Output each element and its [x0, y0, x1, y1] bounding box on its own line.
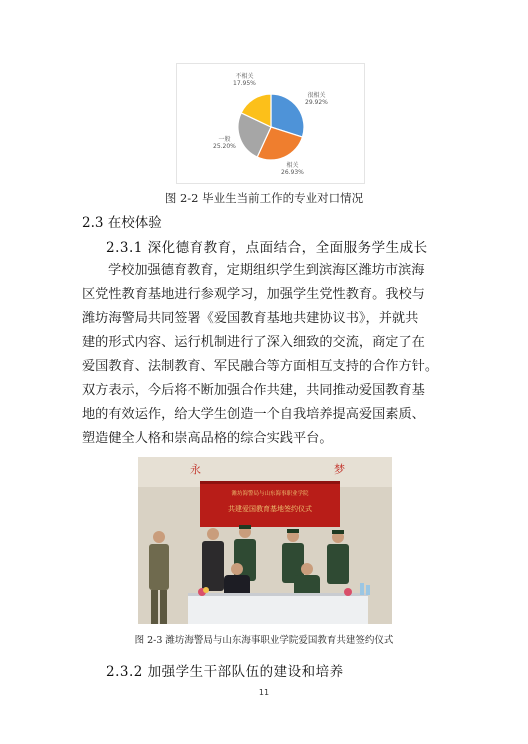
signing-ceremony-image — [138, 457, 392, 624]
paragraph-line: 双方表示，今后将不断加强合作共建，共同推动爱国教育基 — [82, 383, 425, 398]
section-2-3-heading: 2.3 在校体验 — [82, 215, 162, 231]
slice-label-hen-xiang-guan: 很相关 29.92% — [305, 92, 328, 106]
signing-ceremony-photo — [138, 457, 392, 624]
paragraph-line: 建的形式内容、运行机制进行了深入细致的交流，商定了在 — [82, 335, 425, 350]
subsection-2-3-2-heading: 2.3.2 加强学生干部队伍的建设和培养 — [106, 664, 344, 680]
paragraph-line: 区党性教育基地进行参观学习，加强学生党性教育。我校与 — [82, 287, 425, 302]
paragraph-line: 爱国教育、法制教育、军民融合等方面相互支持的合作方针。 — [82, 359, 439, 374]
wall-character-left: 永 — [190, 463, 201, 476]
page-number: 11 — [258, 688, 270, 697]
figure-2-2-caption: 图 2-2 毕业生当前工作的专业对口情况 — [164, 191, 364, 205]
paragraph-line: 塑造健全人格和崇高品格的综合实践平台。 — [82, 431, 333, 446]
paragraph-line: 地的有效运作，给大学生创造一个自我培养提高爱国素质、 — [82, 407, 425, 422]
paragraph-moral-education — [82, 259, 452, 451]
pie-chart-svg — [177, 64, 366, 185]
figure-2-3-caption: 图 2-3 潍坊海警局与山东海事职业学院爱国教育共建签约仪式 — [134, 635, 394, 646]
subsection-2-3-1-heading: 2.3.1 深化德育教育，点面结合，全面服务学生成长 — [106, 240, 428, 256]
paragraph-line: 学校加强德育教育，定期组织学生到滨海区潍坊市滨海 — [108, 263, 425, 278]
banner-line-2: 共建爱国教育基地签约仪式 — [228, 505, 312, 513]
banner-line-1: 潍坊海警局与山东海事职业学院 — [231, 491, 309, 497]
wall-character-right: 梦 — [334, 463, 345, 476]
slice-label-bu-xiang-guan: 不相关 17.95% — [233, 73, 256, 87]
pie-chart — [176, 63, 365, 184]
paragraph-line: 潍坊海警局共同签署《爱国教育基地共建协议书》，并就共 — [82, 311, 419, 326]
slice-label-yi-ban: 一般 25.20% — [213, 136, 236, 150]
slice-label-xiang-guan: 相关 26.93% — [281, 162, 304, 176]
